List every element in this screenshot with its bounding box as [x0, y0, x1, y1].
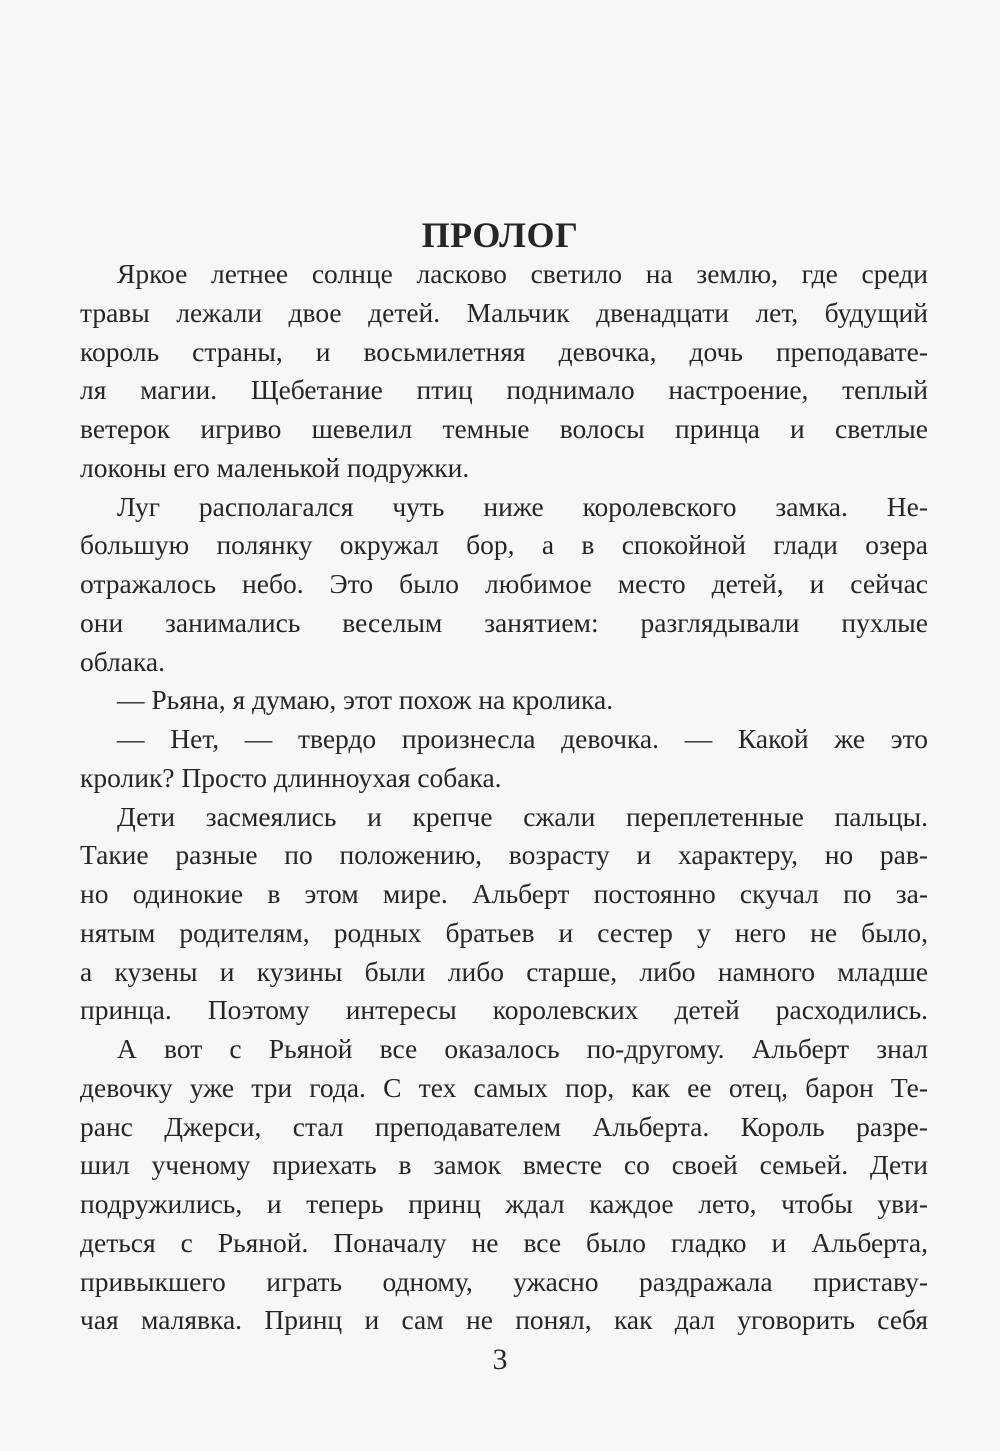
- text-line: — Рьяна, я думаю, этот похож на кролика.: [117, 684, 614, 716]
- text-line: травы лежали двое детей. Мальчик двенадцати лет, будущий: [80, 296, 928, 328]
- text-line: принца. Поэтому интересы королевских детей расходились.: [80, 994, 928, 1026]
- page-number: 3: [492, 1343, 508, 1376]
- text-line: а кузены и кузины были либо старше, либо намного младше: [80, 955, 928, 987]
- text-line: ранс Джерси, стал преподавателем Альберта. Король разре-: [80, 1110, 928, 1142]
- text-line: отражалось небо. Это было любимое место детей, и сейчас: [80, 568, 928, 599]
- text-line: — Нет, — твердо произнесла девочка. — Какой же это: [117, 723, 928, 754]
- text-line: девочку уже три года. С тех самых пор, как ее отец, барон Те-: [80, 1071, 928, 1103]
- text-line: Такие разные по положению, возрасту и характеру, но рав-: [80, 839, 928, 871]
- body-text: [80, 255, 928, 1340]
- text-line: кролик? Просто длинноухая собака.: [80, 761, 502, 793]
- chapter-title: ПРОЛОГ: [421, 215, 579, 255]
- text-line: большую полянку окружал бор, а в спокойной глади озера: [80, 529, 928, 561]
- text-line: но одинокие в этом мире. Альберт постоянно скучал по за-: [80, 878, 928, 909]
- text-line: король страны, и восьмилетняя девочка, дочь преподавате-: [80, 335, 928, 367]
- text-line: подружились, и теперь принц ждал каждое лето, чтобы уви-: [80, 1188, 928, 1219]
- text-line: нятым родителям, родных братьев и сестер у него не было,: [80, 916, 928, 948]
- text-line: Яркое летнее солнце ласково светило на землю, где среди: [117, 258, 928, 289]
- text-line: облака.: [80, 645, 166, 677]
- text-line: ветерок игриво шевелил темные волосы принца и светлые: [80, 413, 928, 444]
- text-line: шил ученому приехать в замок вместе со своей семьей. Дети: [80, 1149, 928, 1181]
- text-line: деться с Рьяной. Поначалу не все было гладко и Альберта,: [80, 1226, 928, 1258]
- text-line: Дети засмеялись и крепче сжали переплетенные пальцы.: [117, 800, 928, 832]
- text-line: локоны его маленькой подружки.: [80, 451, 470, 483]
- text-line: чая малявка. Принц и сам не понял, как дал уговорить себя: [80, 1304, 928, 1336]
- text-line: ля магии. Щебетание птиц поднимало настроение, теплый: [80, 374, 928, 406]
- text-line: они занимались веселым занятием: разглядывали пухлые: [80, 606, 928, 638]
- text-line: привыкшего играть одному, ужасно раздражала приставу-: [80, 1265, 928, 1297]
- text-line: А вот с Рьяной все оказалось по-другому. Альберт знал: [117, 1033, 928, 1064]
- text-line: Луг располагался чуть ниже королевского замка. Не-: [117, 490, 928, 522]
